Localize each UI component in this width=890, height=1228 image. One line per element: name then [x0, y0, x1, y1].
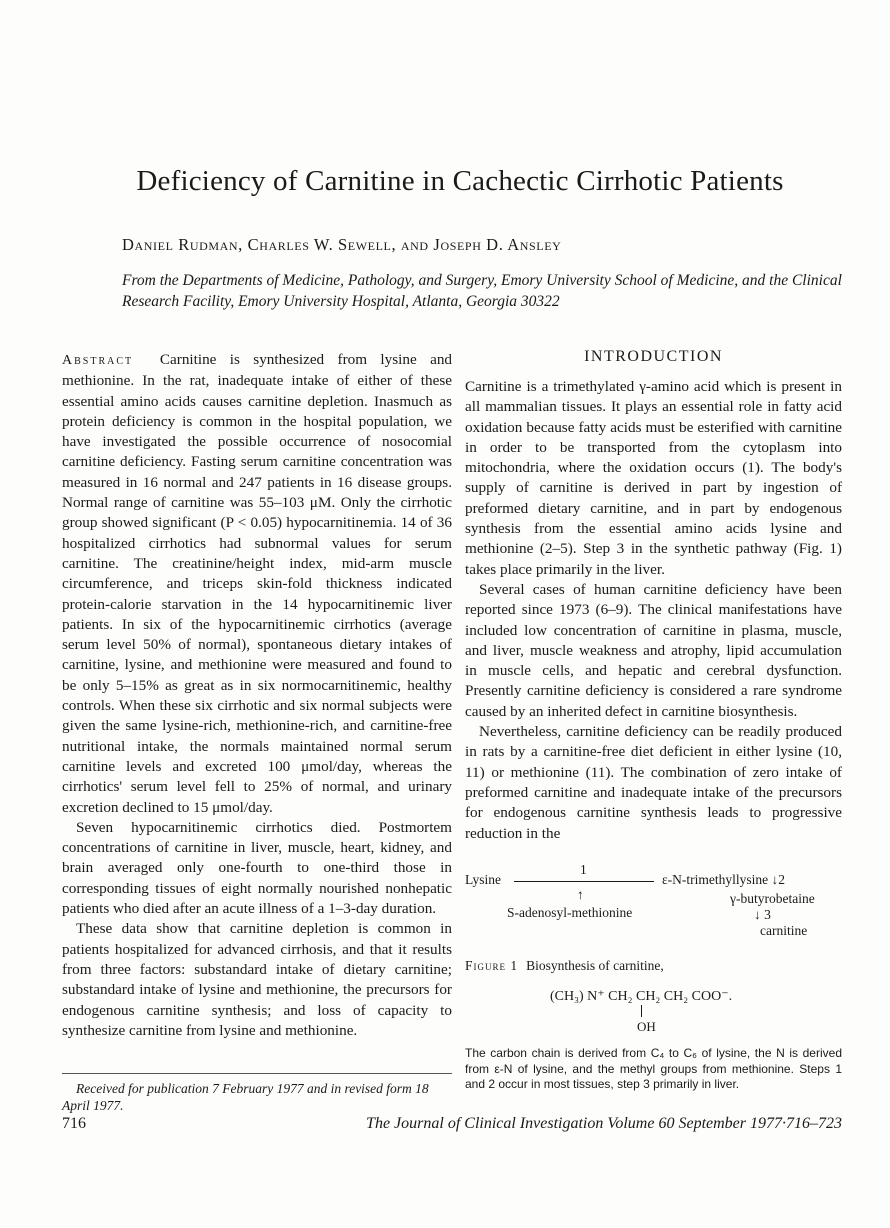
affiliation: From the Departments of Medicine, Pathology, and Surgery, Emory University School of Medicine, and the Clinical Research Facility, Emory University Hospital, Atlanta, Georgia 30322	[122, 272, 842, 310]
journal-citation: The Journal of Clinical Investigation Volume 60 September 1977·716–723	[366, 1115, 842, 1132]
intro-paragraph-3: Nevertheless, carnitine deficiency can be readily produced in rats by a carnitine-free diet deficient in either lysine (10, 11) or methionine (11). The combination of zero intake of preformed carnitine and inadequate intake of the precursors for endogenous carnitine synthesis leads to progressive reduction in the	[465, 723, 842, 842]
abstract-paragraph-1	[62, 350, 452, 818]
introduction-heading: INTRODUCTION	[584, 348, 723, 365]
lysine-label: Lysine	[465, 872, 501, 887]
abstract-paragraph-3: These data show that carnitine depletion is common in patients hospitalized for advanced cirrhosis, and that it results from three factors: substandard intake of dietary carnitine; substandard intake of lysine and methionine, the precursors for endogenous carnitine synthesis; and loss of capacity to synthesize carnitine from lysine and methionine.	[62, 920, 452, 1039]
formula-oh: OH	[637, 1019, 656, 1034]
authors: Daniel Rudman, Charles W. Sewell, and Joseph D. Ansley	[122, 235, 562, 254]
step-1-label: 1	[580, 862, 587, 877]
step-3-label: ↓ 3	[754, 907, 771, 922]
abstract-text-1: Carnitine is synthesized from lysine and methionine. In the rat, inadequate intake of either of these essential amino acids causes carnitine depletion. Inasmuch as protein deficiency is common in the hospital population, we have investigated the possible occurrence of nosocomial carnitine deficiency. Fasting serum carnitine concentration was measured in 16 normal and 247 patients in 16 disease groups. Normal range of carnitine was 55–103 μM. Only the cirrhotic group showed significant (P < 0.05) hypocarnitinemia. 14 of 36 hospitalized cirrhotics had subnormal values for serum carnitine. The creatinine/height index, mid-arm muscle circumference, and triceps skin-fold thickness indicated protein-calorie starvation in the 14 hypocarnitinemic liver patients. In six of the hypocarnitinemic cirrhotics (average serum level 50% of normal), spontaneous dietary intakes of carnitine, lysine, and methionine were measured and found to be only 5–15% as great as in six normocarnitinemic, healthy controls. When these six cirrhotic and six normal subjects were given the same lysine-rich, methionine-rich, and carnitine-free nutritional intake, the normals maintained normal serum carnitine levels and excreted 100 μmol/day, whereas the cirrhotics' serum level fell to 25% of normal, and urinary excretion declined to 15 μmol/day.	[62, 351, 453, 816]
paper-title: Deficiency of Carnitine in Cachectic Cirrhotic Patients	[136, 165, 784, 197]
figure-label: Figure 1	[465, 958, 519, 973]
carnitine-label: carnitine	[760, 923, 808, 938]
reaction-line	[514, 881, 654, 882]
formula-bond	[641, 1005, 642, 1017]
figure-caption-text: Biosynthesis of carnitine,	[526, 958, 664, 973]
intro-paragraph-2: Several cases of human carnitine deficiency have been reported since 1973 (6–9). The clinical manifestations have included low concentration of carnitine in plasma, muscle, and liver, muscle weakness and atrophy, lipid accumulation in muscle cells, and hepatic and cerebral dysfunction. Presently carnitine deficiency is considered a rare syndrome caused by an inherited defect in carnitine biosynthesis.	[465, 580, 842, 720]
sam-label: S-adenosyl-methionine	[507, 905, 633, 920]
butyrobetaine-label: γ-butyrobetaine	[730, 891, 815, 906]
introduction	[465, 377, 842, 844]
figure-note: The carbon chain is derived from C₄ to C₆ of lysine, the N is derived from ε-N of lysine, and the methyl groups from methionine. Steps 1 and 2 occur in most tissues, step 3 primarily in liver.	[465, 1046, 842, 1091]
page-number: 716	[62, 1115, 86, 1132]
abstract-heading: Abstract	[62, 353, 134, 368]
received-note: Received for publication 7 February 1977 and in revised form 18 April 1977.	[62, 1073, 452, 1114]
carnitine-formula: (CH₃) N⁺ CH₂ CH₂ CH₂ COO⁻.	[550, 989, 733, 1004]
intro-paragraph-1: Carnitine is a trimethylated γ-amino acid which is present in all mammalian tissues. It plays an essential role in fatty acid oxidation because fatty acids must be esterified with carnitine in order to be transported from the cytoplasm into mitochondria, where the oxidation occurs (1). The body's supply of carnitine is derived in part by ingestion of preformed dietary carnitine, and in part by endogenous synthesis from the essential amino acids lysine and methionine (2–5). Step 3 in the synthetic pathway (Fig. 1) takes place primarily in the liver.	[465, 378, 842, 578]
figure-caption	[465, 958, 664, 974]
figure-1-diagram	[462, 862, 847, 942]
abstract	[62, 350, 452, 1041]
trimethyllysine-label: ε-N-trimethyllysine ↓2	[662, 872, 786, 887]
arrow-up-icon: ↑	[577, 887, 584, 902]
abstract-paragraph-2: Seven hypocarnitinemic cirrhotics died. Postmortem concentrations of carnitine in liver, muscle, heart, kidney, and brain averaged only one-fourth to one-third those in corresponding tissues of eight normally nourished nonhepatic patients who died after an acute illness of a 1–3-day duration.	[62, 818, 452, 918]
